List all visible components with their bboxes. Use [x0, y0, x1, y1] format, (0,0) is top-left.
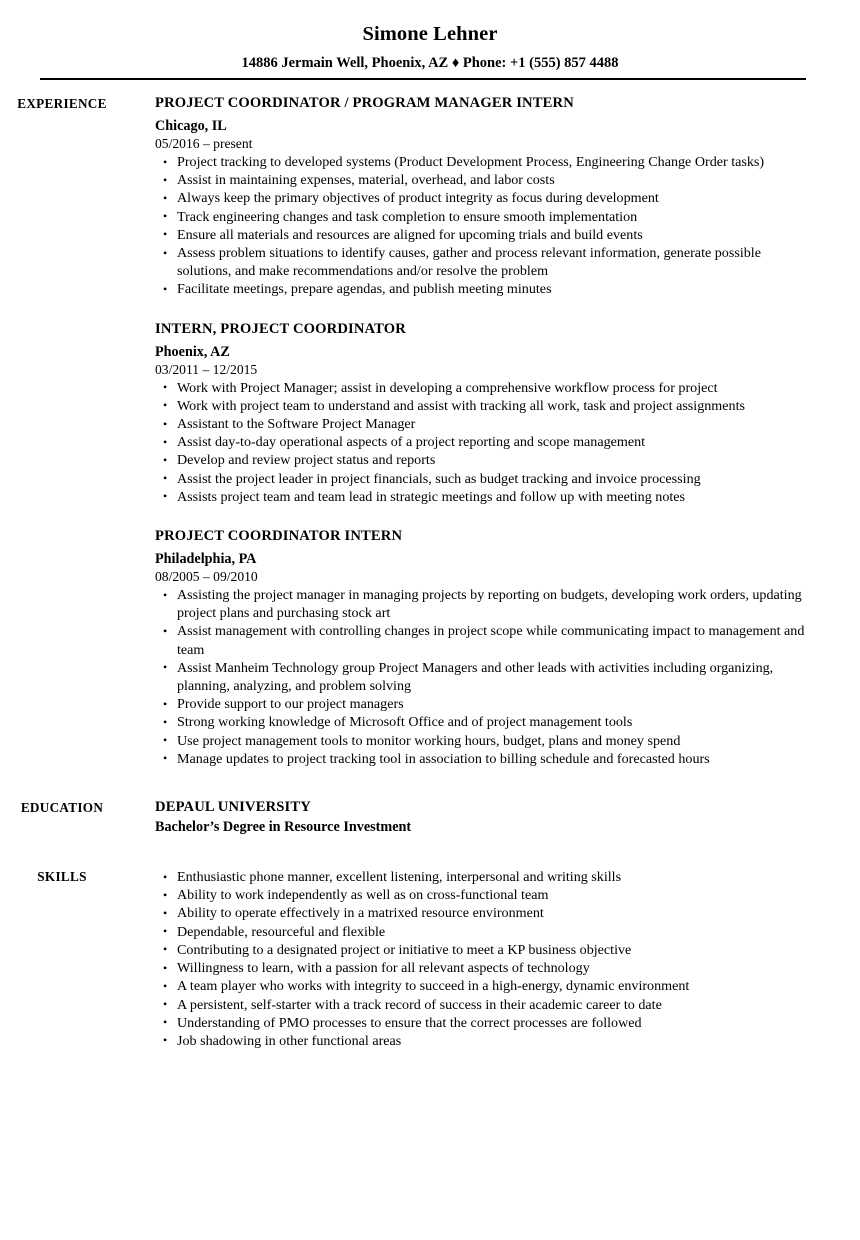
job-location: Chicago, IL: [155, 118, 227, 134]
bullet-item: • Assisting the project manager in managing projects by reporting on budgets, developing work orders, updating project plans and purchasing stock art: [155, 586, 810, 622]
job-location: Phoenix, AZ: [155, 343, 230, 360]
resume-header: [0, 0, 860, 80]
education-body: [124, 798, 860, 837]
bullet-item: • Assist Manheim Technology group Project Managers and other leads with activities including organizing, planning, analyzing, and problem solving: [155, 659, 810, 695]
bullet-item: • Dependable, resourceful and flexible: [155, 923, 810, 941]
section-label-skills: SKILLS: [37, 869, 87, 885]
header-divider: [40, 78, 806, 80]
bullet-item: • Develop and review project status and reports: [155, 451, 810, 469]
bullet-item: • Enthusiastic phone manner, excellent listening, interpersonal and writing skills: [155, 868, 810, 886]
education-section: [0, 798, 860, 837]
candidate-name: Simone Lehner: [362, 23, 498, 45]
experience-section: [0, 94, 860, 768]
education-degree: Bachelor’s Degree in Resource Investment: [155, 819, 412, 836]
job-title: PROJECT COORDINATOR INTERN: [155, 528, 403, 545]
job-title: INTERN, PROJECT COORDINATOR: [155, 320, 406, 337]
bullet-item: • Understanding of PMO processes to ensure that the correct processes are followed: [155, 1014, 810, 1032]
job-dates: 03/2011 – 12/2015: [155, 361, 258, 377]
job-entry: [155, 94, 810, 299]
bullet-item: • Strong working knowledge of Microsoft Office and of project management tools: [155, 713, 810, 731]
bullet-item: • Ability to operate effectively in a matrixed resource environment: [155, 904, 810, 922]
job-dates: 05/2016 – present: [155, 136, 253, 151]
bullet-item: • Assist day-to-day operational aspects of a project reporting and scope management: [155, 433, 810, 451]
bullet-item: • Use project management tools to monitor working hours, budget, plans and money spend: [155, 732, 810, 750]
section-label-education: EDUCATION: [20, 800, 104, 816]
job-location: Philadelphia, PA: [155, 551, 257, 568]
bullet-item: • Manage updates to project tracking tool in association to billing schedule and forecasted hours: [155, 750, 810, 768]
bullet-item: • Assist in maintaining expenses, material, overhead, and labor costs: [155, 171, 810, 189]
bullet-item: • Assess problem situations to identify causes, gather and process relevant information, generate possible solutions, and make recommendations and/or resolve the problem: [155, 244, 810, 280]
bullet-item: • Assists project team and team lead in strategic meetings and follow up with meeting notes: [155, 488, 810, 506]
bullet-item: • Track engineering changes and task completion to ensure smooth implementation: [155, 208, 810, 226]
candidate-contact-line: 14886 Jermain Well, Phoenix, AZ ♦ Phone: +1 (555) 857 4488: [241, 55, 619, 71]
bullet-item: • Facilitate meetings, prepare agendas, and publish meeting minutes: [155, 280, 810, 298]
bullet-item: • Assist management with controlling changes in project scope while communicating impact to management and team: [155, 622, 810, 658]
bullet-item: • A team player who works with integrity to succeed in a high-energy, dynamic environment: [155, 977, 810, 995]
skills-bullet-list: [155, 868, 810, 1050]
bullet-item: • Project tracking to developed systems (Product Development Process, Engineering Change Order tasks): [155, 153, 810, 171]
bullet-item: • Provide support to our project managers: [155, 695, 810, 713]
experience-body: [124, 94, 860, 768]
bullet-item: • Assist the project leader in project financials, such as budget tracking and invoice processing: [155, 470, 810, 488]
skills-section: [0, 867, 860, 1050]
bullet-item: • Work with Project Manager; assist in developing a comprehensive workflow process for project: [155, 379, 810, 397]
bullet-item: • Ensure all materials and resources are aligned for upcoming trials and build events: [155, 226, 810, 244]
bullet-item: • Always keep the primary objectives of product integrity as focus during development: [155, 189, 810, 207]
bullet-item: • Contributing to a designated project or initiative to meet a KP business objective: [155, 941, 810, 959]
bullet-item: • Job shadowing in other functional areas: [155, 1032, 810, 1050]
education-school: DEPAUL UNIVERSITY: [155, 799, 311, 816]
bullet-item: • Assistant to the Software Project Manager: [155, 415, 810, 433]
job-entry: [155, 527, 810, 768]
skills-body: [124, 867, 860, 1050]
job-entry: [155, 320, 810, 506]
bullet-item: • Ability to work independently as well as on cross-functional team: [155, 886, 810, 904]
job-bullet-list: [155, 379, 810, 506]
job-bullet-list: [155, 153, 810, 299]
job-title: PROJECT COORDINATOR / PROGRAM MANAGER INTERN: [155, 95, 574, 111]
bullet-item: • Willingness to learn, with a passion for all relevant aspects of technology: [155, 959, 810, 977]
bullet-item: • A persistent, self-starter with a track record of success in their academic career to date: [155, 996, 810, 1014]
section-label-experience: EXPERIENCE: [17, 96, 107, 111]
bullet-item: • Work with project team to understand and assist with tracking all work, task and project assignments: [155, 397, 810, 415]
job-dates: 08/2005 – 09/2010: [155, 569, 258, 585]
job-bullet-list: [155, 586, 810, 768]
